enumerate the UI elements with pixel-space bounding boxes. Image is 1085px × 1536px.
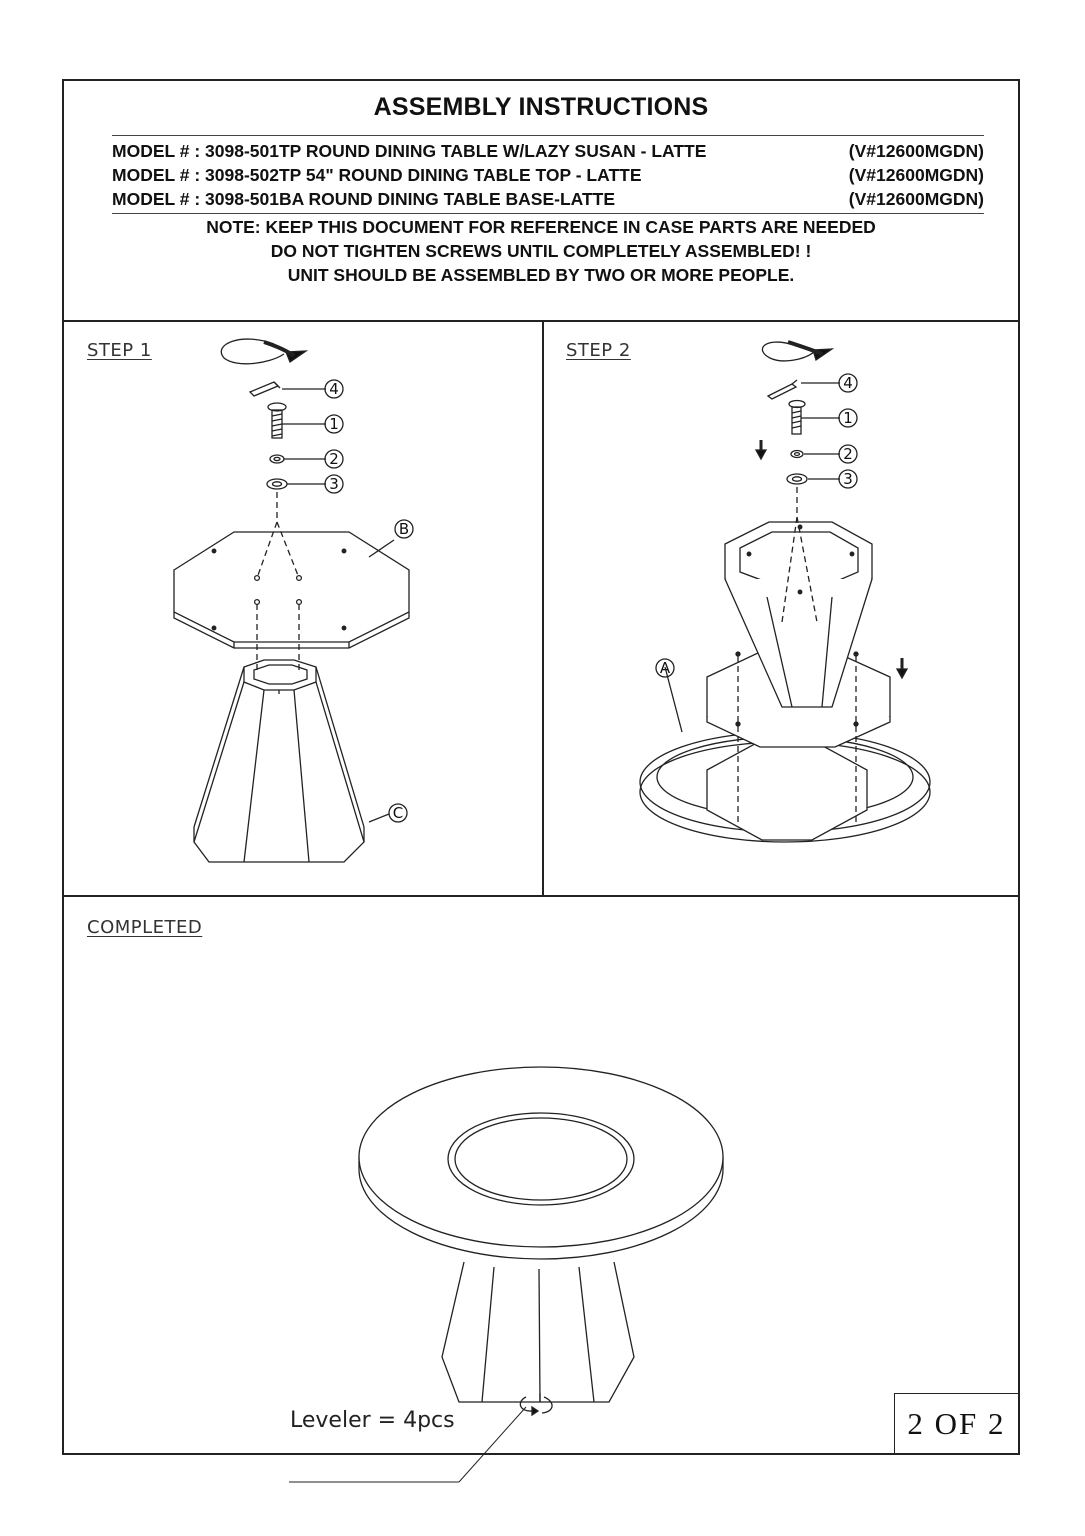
header-rule-bottom bbox=[112, 213, 984, 214]
steps-row bbox=[64, 322, 1018, 897]
rotate-arrow-icon bbox=[762, 342, 832, 361]
leveler-rotate-icon bbox=[520, 1393, 552, 1415]
completed-diagram bbox=[64, 897, 1022, 1457]
callout-1: 1 bbox=[329, 415, 339, 433]
rotate-arrow-icon bbox=[221, 339, 306, 364]
model-line-3 bbox=[112, 188, 984, 210]
lock-washer-icon bbox=[791, 451, 803, 458]
down-arrow-icon bbox=[756, 440, 766, 459]
callout-b: B bbox=[398, 520, 410, 538]
pedestal-base bbox=[194, 660, 364, 862]
callout-2: 2 bbox=[329, 450, 339, 468]
step2-label: STEP 2 bbox=[566, 340, 631, 361]
note-line-3: UNIT SHOULD BE ASSEMBLED BY TWO OR MORE PEOPLE. bbox=[287, 265, 795, 285]
lazy-susan-plate bbox=[707, 740, 867, 840]
bolt-icon bbox=[268, 403, 286, 438]
callout-2: 2 bbox=[843, 445, 853, 463]
callout-c: C bbox=[392, 804, 404, 822]
document-title: ASSEMBLY INSTRUCTIONS bbox=[373, 93, 709, 121]
hex-key-icon bbox=[250, 382, 280, 396]
flat-washer-icon bbox=[267, 479, 287, 489]
page-indicator: 2 OF 2 bbox=[894, 1393, 1018, 1453]
table-top-plate bbox=[174, 532, 409, 648]
note-line-1: NOTE: KEEP THIS DOCUMENT FOR REFERENCE IN CASE PARTS ARE NEEDED bbox=[206, 217, 876, 237]
step1-diagram bbox=[64, 322, 542, 897]
bolt-icon bbox=[789, 401, 805, 435]
flat-washer-icon bbox=[787, 474, 807, 484]
model-text: MODEL # : 3098-502TP 54" ROUND DINING TABLE TOP - LATTE bbox=[112, 165, 642, 185]
callout-1: 1 bbox=[843, 409, 853, 427]
callout-3: 3 bbox=[843, 470, 853, 488]
completed-label: COMPLETED bbox=[87, 917, 203, 938]
model-code: (V#12600MGDN) bbox=[848, 141, 984, 161]
callout-a: A bbox=[659, 659, 671, 677]
header-section bbox=[64, 81, 1018, 322]
lock-washer-icon bbox=[270, 455, 284, 463]
callout-4: 4 bbox=[843, 374, 853, 392]
model-code: (V#12600MGDN) bbox=[848, 165, 984, 185]
model-text: MODEL # : 3098-501BA ROUND DINING TABLE BASE-LATTE bbox=[112, 189, 616, 209]
callout-3: 3 bbox=[329, 475, 339, 493]
model-code: (V#12600MGDN) bbox=[848, 189, 984, 209]
model-line-1 bbox=[112, 140, 984, 162]
table-top bbox=[359, 1067, 723, 1259]
hex-key-icon bbox=[768, 380, 797, 399]
header-rule-top bbox=[112, 135, 984, 136]
model-line-2 bbox=[112, 164, 984, 186]
step2-diagram bbox=[542, 322, 1020, 897]
callout-4: 4 bbox=[329, 380, 339, 398]
note-line-2: DO NOT TIGHTEN SCREWS UNTIL COMPLETELY ASSEMBLED! ! bbox=[270, 241, 812, 261]
leveler-note: Leveler = 4pcs bbox=[290, 1408, 455, 1433]
down-arrow-icon bbox=[897, 658, 907, 678]
instruction-sheet bbox=[62, 79, 1020, 1455]
model-text: MODEL # : 3098-501TP ROUND DINING TABLE W/LAZY SUSAN - LATTE bbox=[112, 141, 707, 161]
step1-label: STEP 1 bbox=[87, 340, 152, 361]
pedestal-base bbox=[442, 1262, 634, 1402]
